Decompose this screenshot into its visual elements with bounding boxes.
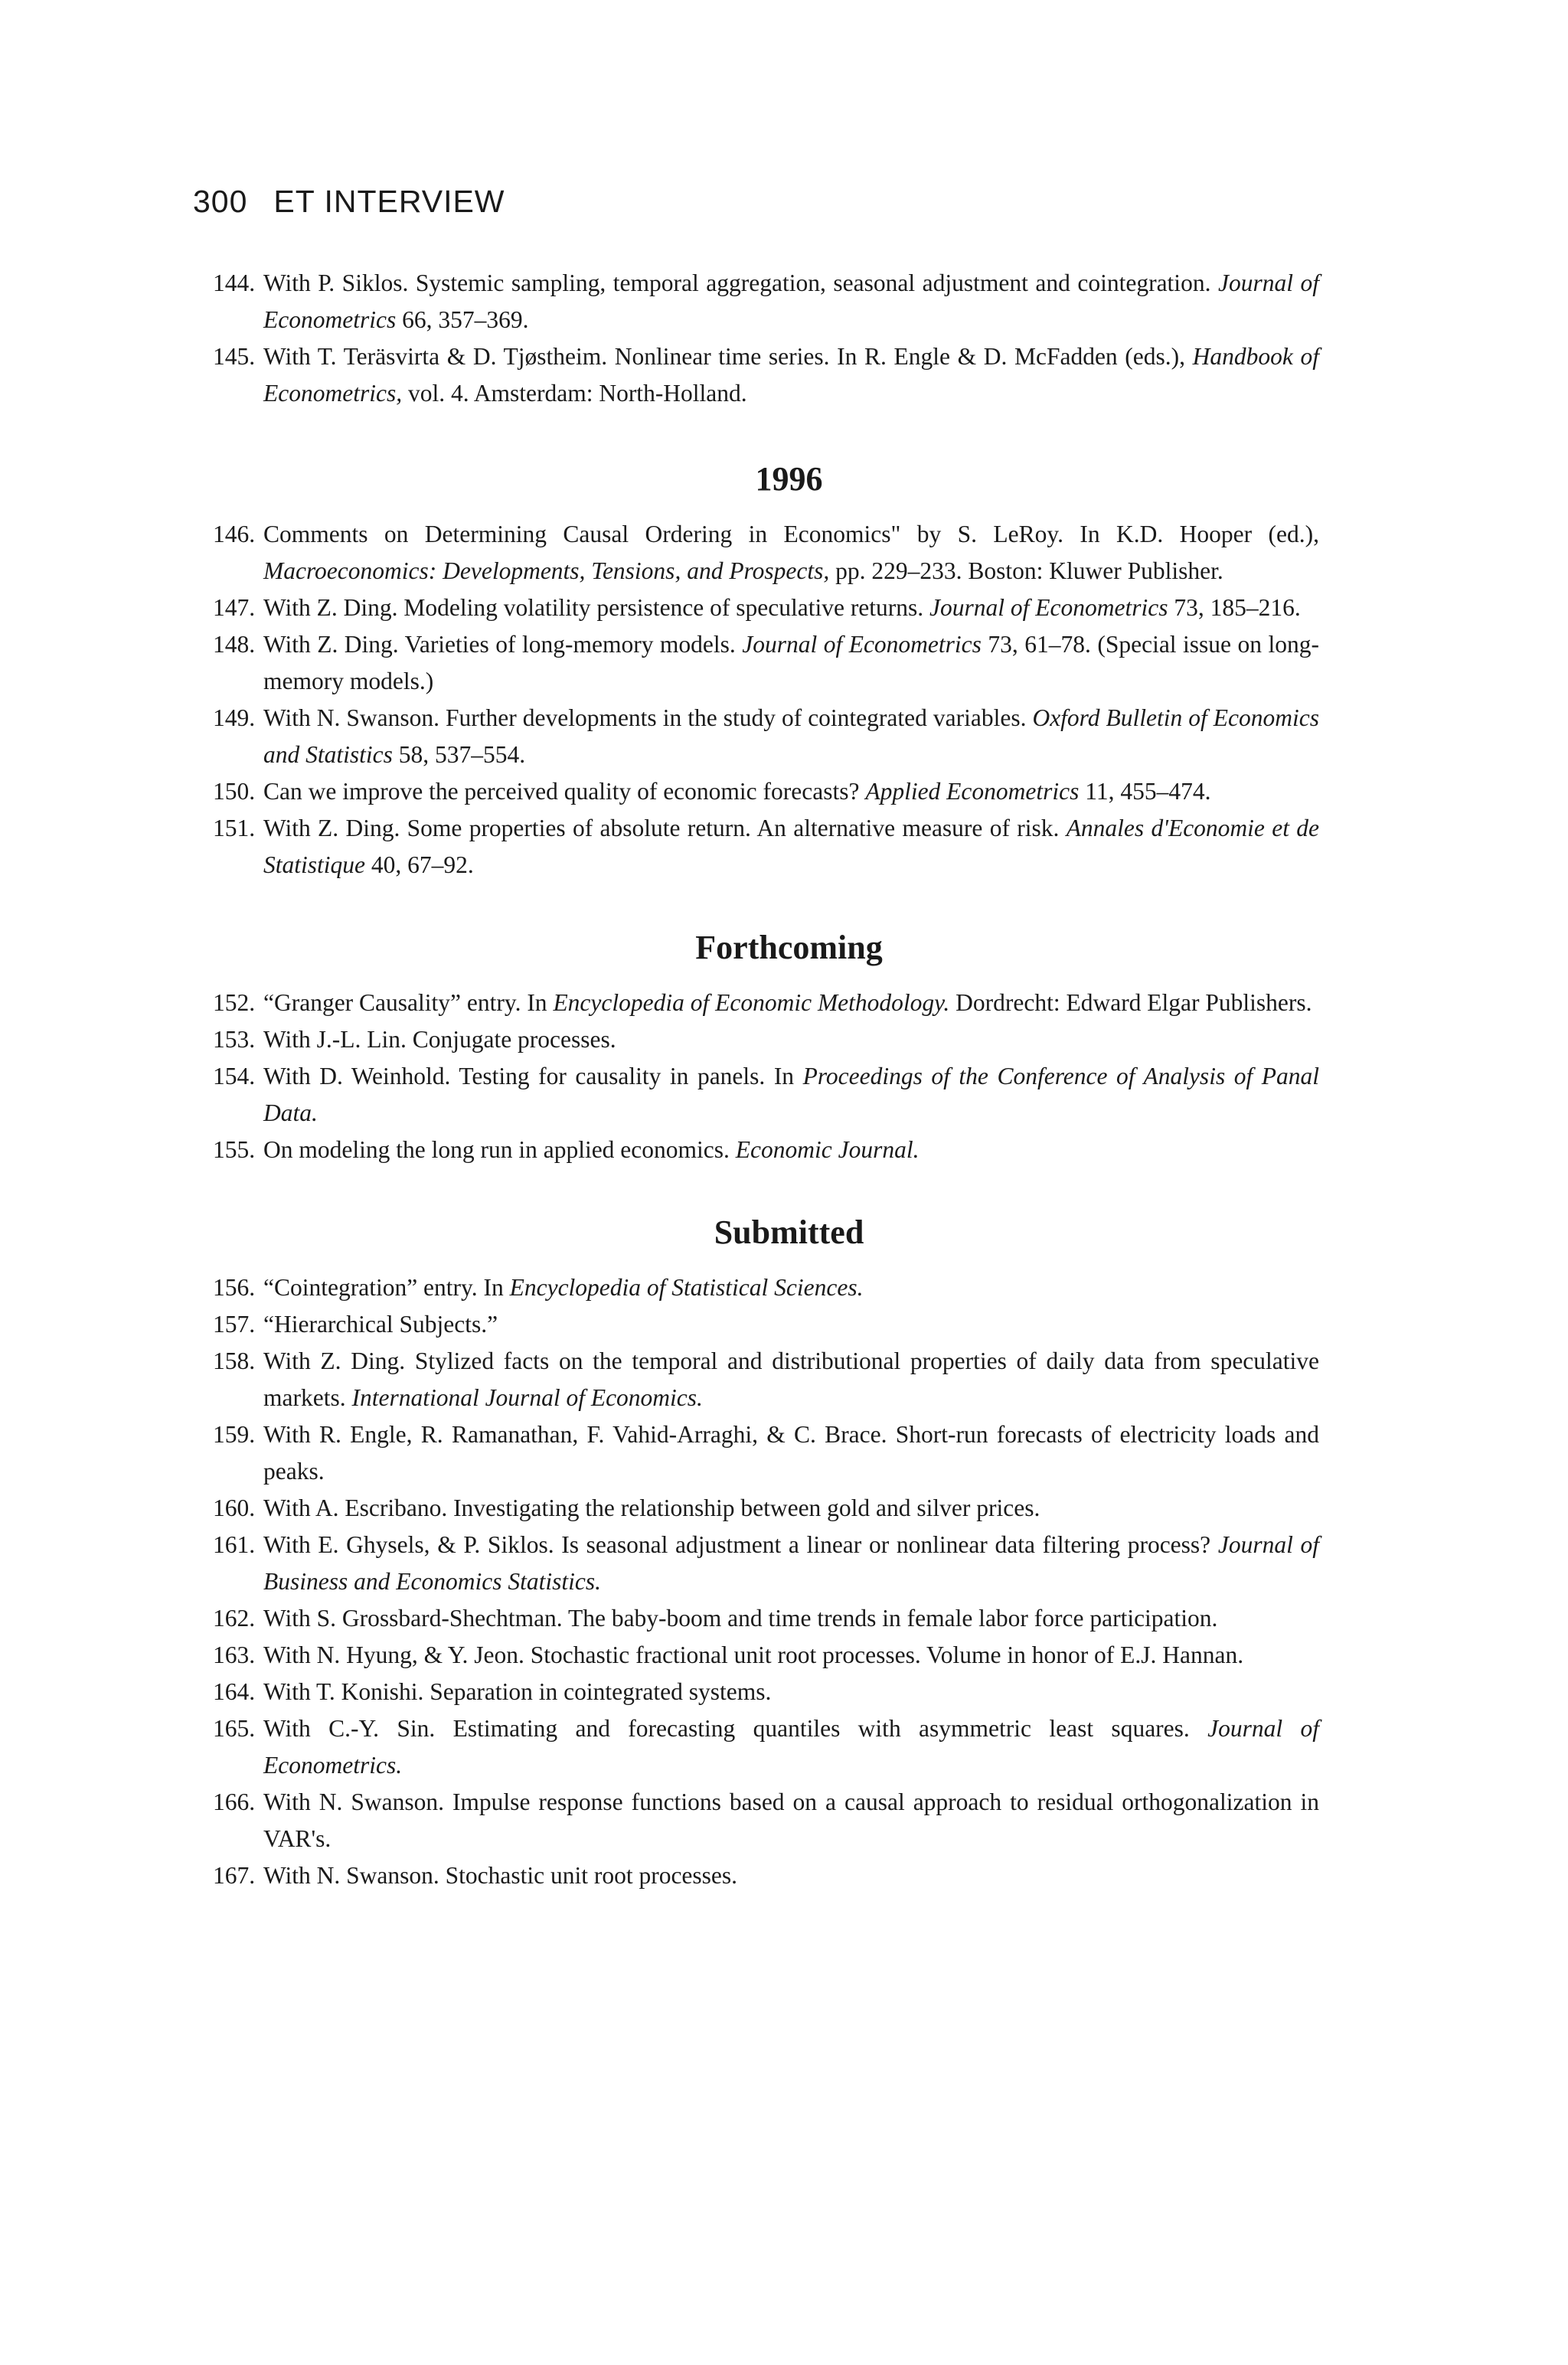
entry-text: Dordrecht: Edward Elgar Publishers.	[949, 989, 1312, 1016]
entry-text: “Hierarchical Subjects.”	[263, 1311, 498, 1338]
entry-text: With N. Swanson. Stochastic unit root processes.	[263, 1862, 738, 1889]
entry-number: 153.	[213, 1026, 256, 1053]
bibliography-entry	[213, 1490, 1319, 1527]
entry-number: 159.	[213, 1421, 256, 1448]
bibliography-entry	[213, 1416, 1319, 1490]
entry-italic-text: Journal of Econometrics.	[263, 1715, 1319, 1779]
section-heading: Submitted	[714, 1214, 864, 1251]
section-heading: 1996	[755, 460, 823, 498]
entry-number: 154.	[213, 1063, 256, 1089]
entry-text: With P. Siklos. Systemic sampling, temporal aggregation, seasonal adjustment and cointegration.	[263, 269, 1218, 296]
entry-text: 73, 185–216.	[1168, 594, 1301, 621]
entry-number: 165.	[213, 1715, 256, 1742]
bibliography-entry	[213, 1021, 1319, 1058]
bibliography-entry	[213, 1674, 1319, 1710]
entry-text: 11, 455–474.	[1079, 778, 1211, 805]
entry-number: 147.	[213, 594, 256, 621]
bibliography-entry	[213, 1600, 1319, 1637]
entry-number: 162.	[213, 1605, 256, 1632]
bibliography-entry	[213, 1058, 1319, 1132]
entry-text: With Z. Ding. Modeling volatility persistence of speculative returns.	[263, 594, 930, 621]
bibliography-entry	[213, 516, 1319, 590]
entry-text: “Cointegration” entry. In	[263, 1274, 510, 1301]
entry-number: 151.	[213, 815, 256, 841]
bibliography-entry	[213, 626, 1319, 700]
entry-italic-text: Journal of Business and Economics Statistics.	[263, 1531, 1319, 1595]
entry-text: Comments on Determining Causal Ordering in Economics" by S. LeRoy. In K.D. Hooper (ed.),	[263, 521, 1319, 547]
entry-text: With N. Swanson. Impulse response functions based on a causal approach to residual orthogonalization in VAR's.	[263, 1788, 1319, 1852]
bibliography-entry	[213, 1306, 1319, 1343]
bibliography-entry	[213, 1527, 1319, 1600]
entry-number: 156.	[213, 1274, 256, 1301]
entry-number: 145.	[213, 343, 256, 370]
bibliography-entry	[213, 1269, 1319, 1306]
entry-italic-text: Journal of Econometrics	[929, 594, 1168, 621]
bibliography-entry	[213, 985, 1319, 1021]
entry-text: With S. Grossbard-Shechtman. The baby-boom and time trends in female labor force participation.	[263, 1605, 1218, 1632]
entry-italic-text: Oxford Bulletin of Economics and Statistics	[263, 704, 1319, 768]
entry-text: With T. Teräsvirta & D. Tjøstheim. Nonlinear time series. In R. Engle & D. McFadden (eds.),	[263, 343, 1193, 370]
entry-text: With N. Hyung, & Y. Jeon. Stochastic fractional unit root processes. Volume in honor of E.J. Hannan.	[263, 1641, 1244, 1668]
entry-italic-text: Encyclopedia of Statistical Sciences.	[509, 1274, 864, 1301]
entry-text: With D. Weinhold. Testing for causality in panels. In	[263, 1063, 803, 1089]
entry-number: 163.	[213, 1641, 256, 1668]
entry-number: 166.	[213, 1788, 256, 1815]
bibliography-entry	[213, 338, 1319, 412]
entry-text: With R. Engle, R. Ramanathan, F. Vahid-Arraghi, & C. Brace. Short-run forecasts of electricity loads and peaks.	[263, 1421, 1319, 1485]
entry-number: 161.	[213, 1531, 256, 1558]
entry-text: With Z. Ding. Varieties of long-memory models.	[263, 631, 743, 658]
running-title: ET INTERVIEW	[273, 184, 505, 219]
entry-text: “Granger Causality” entry. In	[263, 989, 554, 1016]
entry-italic-text: Encyclopedia of Economic Methodology.	[553, 989, 950, 1016]
entry-italic-text: International Journal of Economics.	[351, 1384, 703, 1411]
bibliography-entry	[213, 1343, 1319, 1416]
entry-text: With Z. Ding. Some properties of absolute return. An alternative measure of risk.	[263, 815, 1067, 841]
page-number: 300	[193, 184, 248, 219]
entry-text: 40, 67–92.	[365, 851, 474, 878]
entry-number: 167.	[213, 1862, 256, 1889]
bibliography-entry	[213, 590, 1319, 626]
bibliography-list	[213, 265, 1319, 1894]
entry-text: pp. 229–233. Boston: Kluwer Publisher.	[829, 557, 1223, 584]
entry-italic-text: Macroeconomics: Developments, Tensions, and Prospects,	[263, 557, 830, 584]
bibliography-entry	[213, 1637, 1319, 1674]
entry-number: 150.	[213, 778, 256, 805]
entry-number: 144.	[213, 269, 256, 296]
entry-text: 58, 537–554.	[392, 741, 526, 768]
entry-number: 152.	[213, 989, 256, 1016]
entry-number: 158.	[213, 1347, 256, 1374]
bibliography-entry	[213, 265, 1319, 338]
bibliography-entry	[213, 1857, 1319, 1894]
running-head	[193, 184, 505, 220]
entry-number: 155.	[213, 1136, 256, 1163]
entry-text: vol. 4. Amsterdam: North-Holland.	[402, 380, 747, 407]
entry-italic-text: Proceedings of the Conference of Analysis of Panal Data.	[263, 1063, 1320, 1126]
bibliography-entry	[213, 700, 1319, 773]
entry-text: 73, 61–78. (Special issue on long-memory models.)	[263, 631, 1319, 694]
entry-text: With A. Escribano. Investigating the relationship between gold and silver prices.	[263, 1494, 1040, 1521]
entry-text: With E. Ghysels, & P. Siklos. Is seasonal adjustment a linear or nonlinear data filtering process?	[263, 1531, 1218, 1558]
bibliography-entry	[213, 1710, 1319, 1784]
entry-italic-text: Journal of Econometrics	[742, 631, 982, 658]
entry-text: With J.-L. Lin. Conjugate processes.	[263, 1026, 616, 1053]
entry-text: Can we improve the perceived quality of economic forecasts?	[263, 778, 866, 805]
entry-italic-text: Economic Journal.	[735, 1136, 920, 1163]
bibliography-entry	[213, 773, 1319, 810]
bibliography-entry	[213, 1132, 1319, 1168]
entry-number: 149.	[213, 704, 256, 731]
entry-number: 164.	[213, 1678, 256, 1705]
entry-text: 66, 357–369.	[396, 306, 529, 333]
bibliography-entry	[213, 810, 1319, 884]
section-heading: Forthcoming	[695, 929, 883, 966]
entry-text: With T. Konishi. Separation in cointegrated systems.	[263, 1678, 772, 1705]
entry-text: On modeling the long run in applied economics.	[263, 1136, 736, 1163]
entry-italic-text: Handbook of Econometrics,	[263, 343, 1319, 407]
entry-number: 157.	[213, 1311, 256, 1338]
entry-text: With N. Swanson. Further developments in the study of cointegrated variables.	[263, 704, 1033, 731]
entry-text: With C.-Y. Sin. Estimating and forecasting quantiles with asymmetric least squares.	[263, 1715, 1208, 1742]
entry-italic-text: Annales d'Economie et de Statistique	[263, 815, 1319, 878]
entry-text: With Z. Ding. Stylized facts on the temporal and distributional properties of daily data from speculative markets.	[263, 1347, 1319, 1411]
entry-number: 146.	[213, 521, 256, 547]
entry-number: 148.	[213, 631, 256, 658]
bibliography-entry	[213, 1784, 1319, 1857]
entry-italic-text: Applied Econometrics	[865, 778, 1080, 805]
entry-italic-text: Journal of Econometrics	[263, 269, 1319, 333]
entry-number: 160.	[213, 1494, 256, 1521]
